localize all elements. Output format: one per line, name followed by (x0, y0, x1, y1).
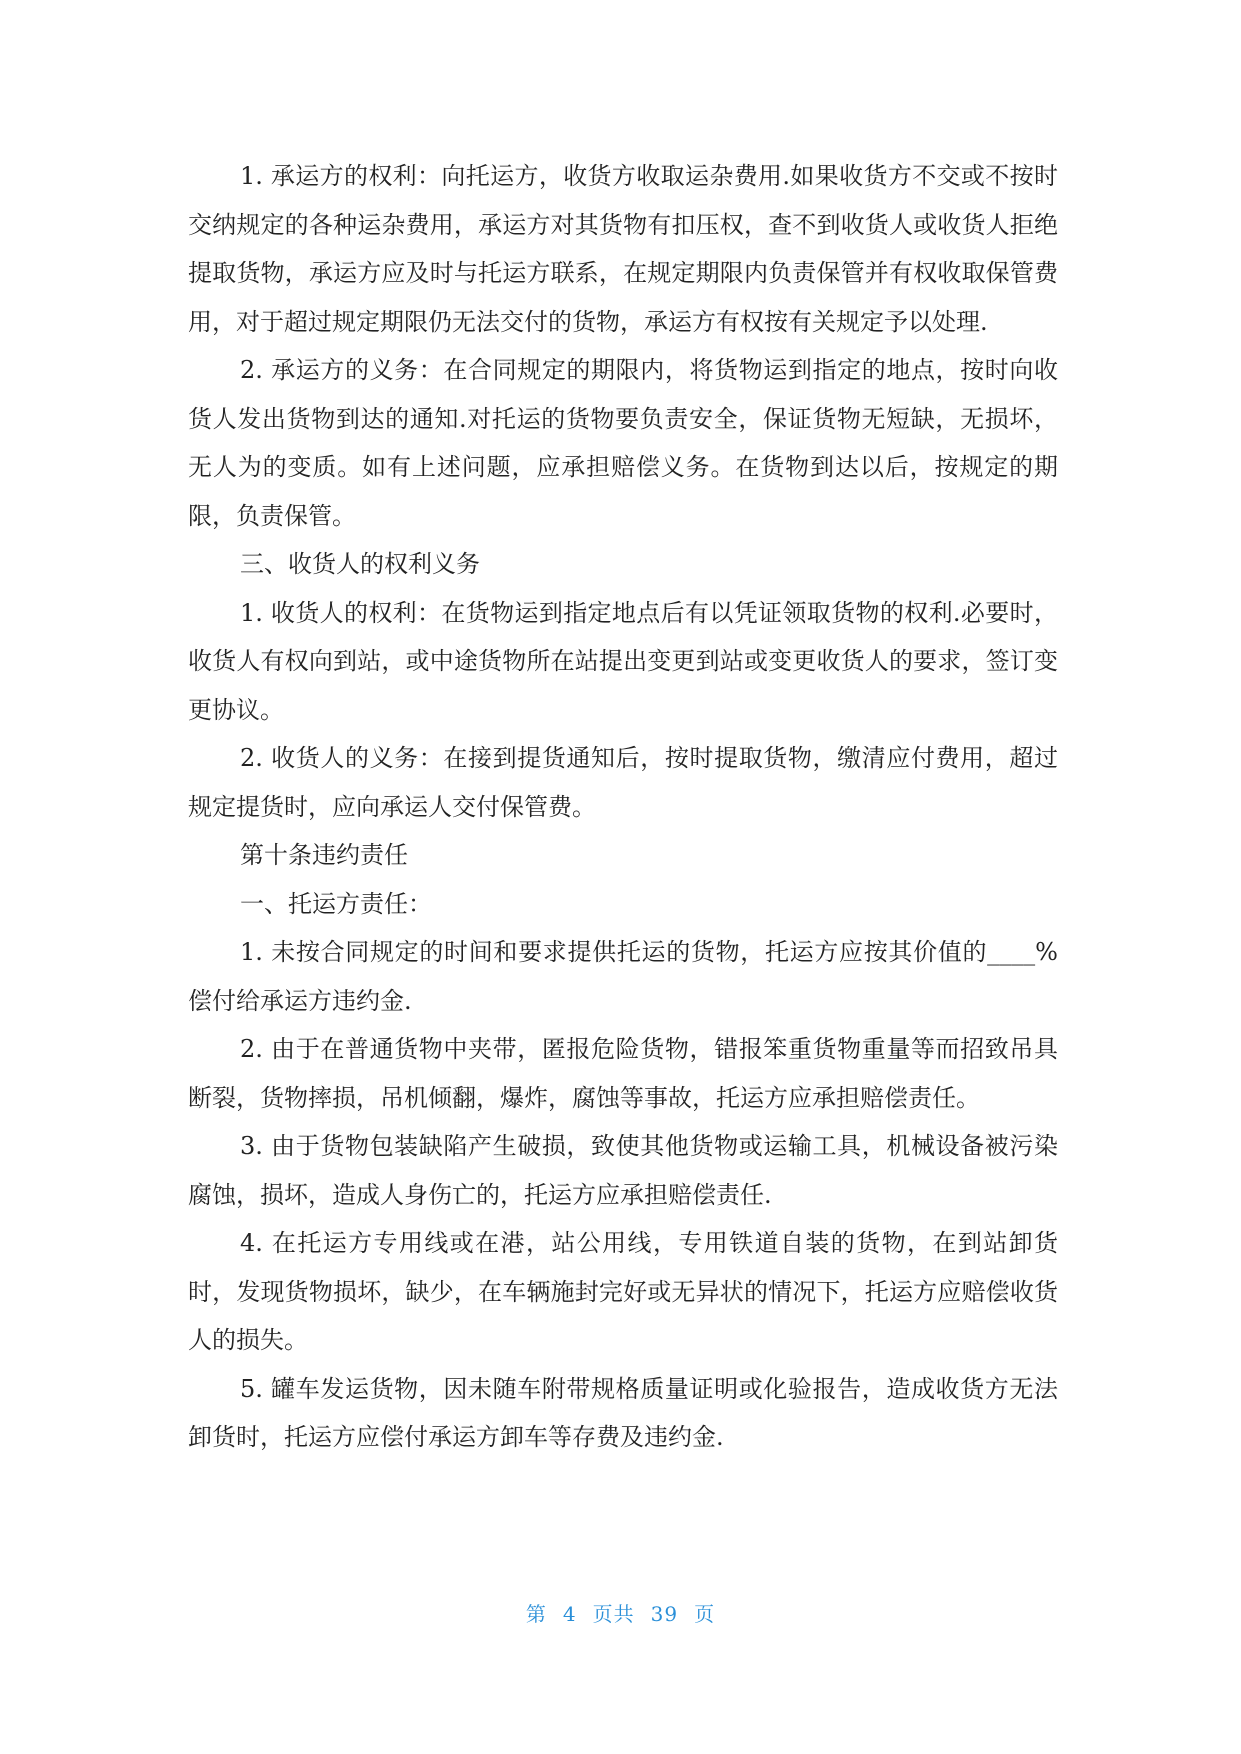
paragraph-liability-1: 1. 未按合同规定的时间和要求提供托运的货物，托运方应按其价值的____%偿付给承运方违约金. (188, 938, 1058, 1015)
page-number-footer (0, 1598, 1241, 1627)
paragraph-liability-5: 5. 罐车发运货物，因未随车附带规格质量证明或化验报告，造成收货方无法卸货时，托运方应偿付承运方卸车等存费及违约金. (188, 1374, 1058, 1451)
section-heading-shipper-liability: 一、托运方责任： (240, 889, 432, 918)
paragraph-liability-4: 4. 在托运方专用线或在港，站公用线，专用铁道自装的货物，在到站卸货时，发现货物损坏，缺少，在车辆施封完好或无异状的情况下，托运方应赔偿收货人的损失。 (188, 1229, 1058, 1354)
paragraph-carrier-rights: 1. 承运方的权利：向托运方，收货方收取运杂费用.如果收货方不交或不按时交纳规定的各种运杂费用，承运方对其货物有扣压权，查不到收货人或收货人拒绝提取货物，承运方应及时与托运方联系，在规定期限内负责保管并有权收取保管费用，对于超过规定期限仍无法交付的货物，承运方有权按有关规定予以处理. (188, 162, 1058, 336)
paragraph-consignee-obligations: 2. 收货人的义务：在接到提货通知后，按时提取货物，缴清应付费用，超过规定提货时，应向承运人交付保管费。 (188, 744, 1058, 821)
current-page-number: 4 (562, 1602, 577, 1626)
footer-suffix: 页 (694, 1602, 716, 1626)
paragraph-consignee-rights: 1. 收货人的权利：在货物运到指定地点后有以凭证领取货物的权利.必要时，收货人有权向到站，或中途货物所在站提出变更到站或变更收货人的要求，签订变更协议。 (188, 598, 1058, 724)
footer-middle: 页共 (592, 1602, 635, 1626)
paragraph-carrier-obligations: 2. 承运方的义务：在合同规定的期限内，将货物运到指定的地点，按时向收货人发出货物到达的通知.对托运的货物要负责安全，保证货物无短缺，无损坏，无人为的变质。如有上述问题，应承担赔偿义务。在货物到达以后，按规定的期限，负责保管。 (188, 356, 1058, 530)
paragraph-liability-2: 2. 由于在普通货物中夹带，匿报危险货物，错报笨重货物重量等而招致吊具断裂，货物摔损，吊机倾翻，爆炸，腐蚀等事故，托运方应承担赔偿责任。 (188, 1035, 1058, 1112)
document-body (188, 152, 1058, 1462)
article-heading-liability: 第十条违约责任 (240, 841, 408, 869)
paragraph-liability-3: 3. 由于货物包装缺陷产生破损，致使其他货物或运输工具，机械设备被污染腐蚀，损坏，造成人身伤亡的，托运方应承担赔偿责任. (188, 1132, 1058, 1209)
footer-prefix: 第 (525, 1602, 547, 1626)
section-heading-consignee: 三、收货人的权利义务 (240, 550, 480, 578)
total-page-count: 39 (650, 1602, 679, 1626)
